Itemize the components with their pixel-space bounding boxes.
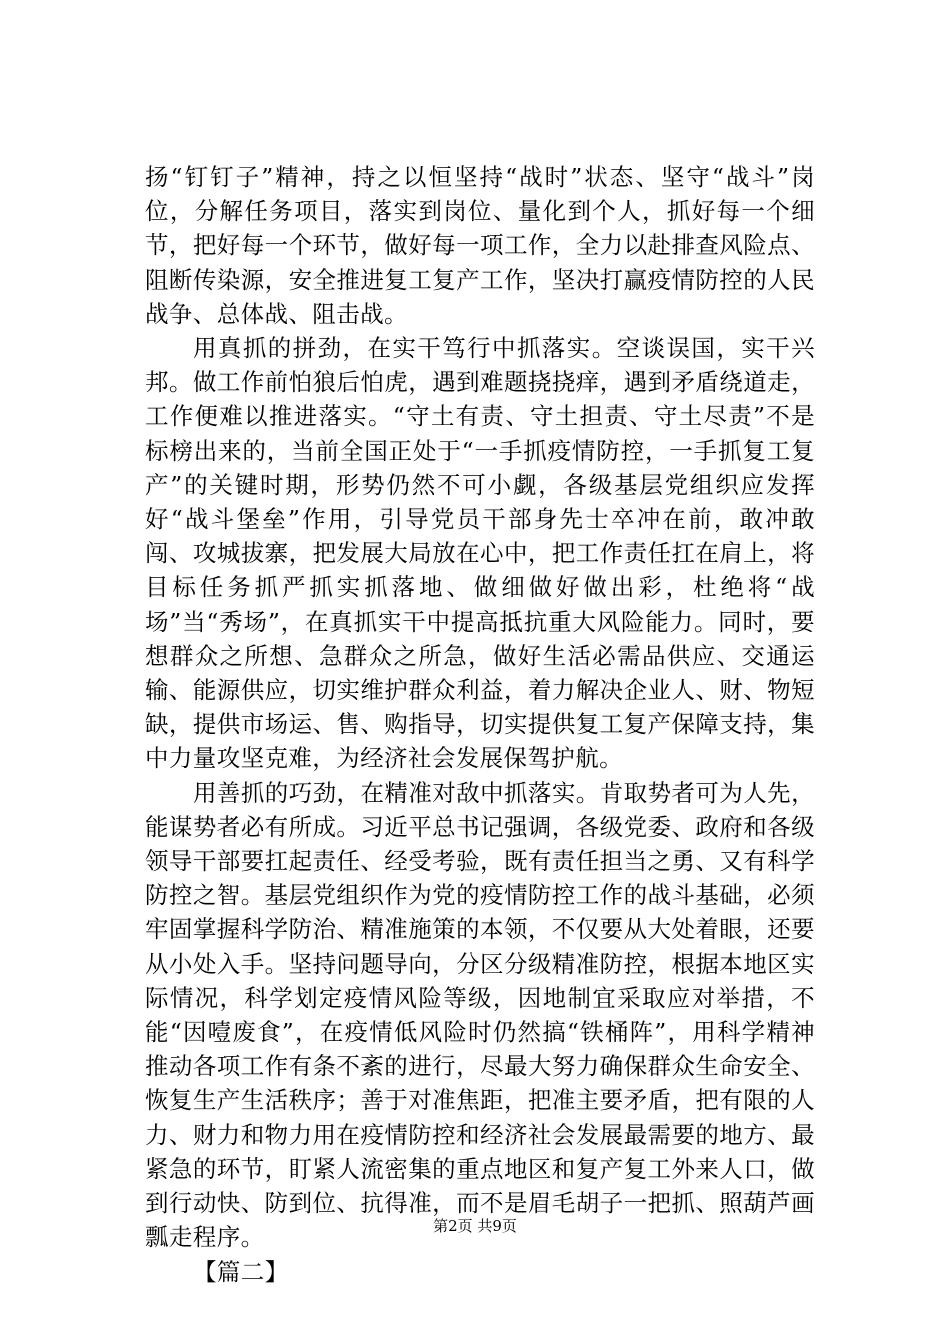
paragraph-real-effort: 用真抓的拼劲，在实干笃行中抓落实。空谈误国，实干兴邦。做工作前怕狼后怕虎，遇到难题挠挠痒，遇到矛盾绕道走，工作便难以推进落实。“守土有责、守土担责、守土尽责”不是标榜出来的，当前全国正处于“一手抓疫情防控，一手抓复工复产”的关键时期，形势仍然不可小觑，各级基层党组织应发挥好“战斗堡垒”作用，引导党员干部身先士卒冲在前，敢冲敢闯、攻城拔寨，把发展大局放在心中，把工作责任扛在肩上，将目标任务抓严抓实抓落地、做细做好做出彩，杜绝将“战场”当“秀场”，在真抓实干中提高抵抗重大风险能力。同时，要想群众之所想、急群众之所急，做好生活必需品供应、交通运输、能源供应，切实维护群众利益，着力解决企业人、财、物短缺，提供市场运、售、购指导，切实提供复工复产保障支持，集中力量攻坚克难，为经济社会发展保驾护航。: [145, 334, 815, 773]
paragraph-continuation: 扬“钉钉子”精神，持之以恒坚持“战时”状态、坚守“战斗”岗位，分解任务项目，落实到岗位、量化到个人，抓好每一个细节，把好每一个环节，做好每一项工作，全力以赴排查风险点、阻断传染源，安全推进复工复产工作，坚决打赢疫情防控的人民战争、总体战、阻击战。: [145, 163, 815, 328]
page-footer: 第2页 共9页: [433, 1217, 517, 1235]
section-heading-part-two: 【篇二】: [193, 1257, 289, 1286]
paragraph-skillful-effort: 用善抓的巧劲，在精准对敌中抓落实。肯取势者可为人先，能谋势者必有所成。习近平总书记强调，各级党委、政府和各级领导干部要扛起责任、经受考验，既有责任担当之勇、又有科学防控之智。基层党组织作为党的疫情防控工作的战斗基础，必须牢固掌握科学防治、精准施策的本领，不仅要从大处着眼，还要从小处入手。坚持问题导向，分区分级精准防控，根据本地区实际情况，科学划定疫情风险等级，因地制宜采取应对举措，不能“因噎废食”，在疫情低风险时仍然搞“铁桶阵”，用科学精神推动各项工作有条不紊的进行，尽最大努力确保群众生命安全、恢复生产生活秩序；善于对准焦距，把准主要矛盾，把有限的人力、财力和物力用在疫情防控和经济社会发展最需要的地方、最紧急的环节，盯紧人流密集的重点地区和复产复工外来人口，做到行动快、防到位、抗得准，而不是眉毛胡子一把抓、照葫芦画瓢走程序。: [145, 778, 815, 1252]
document-body: [145, 160, 815, 1289]
